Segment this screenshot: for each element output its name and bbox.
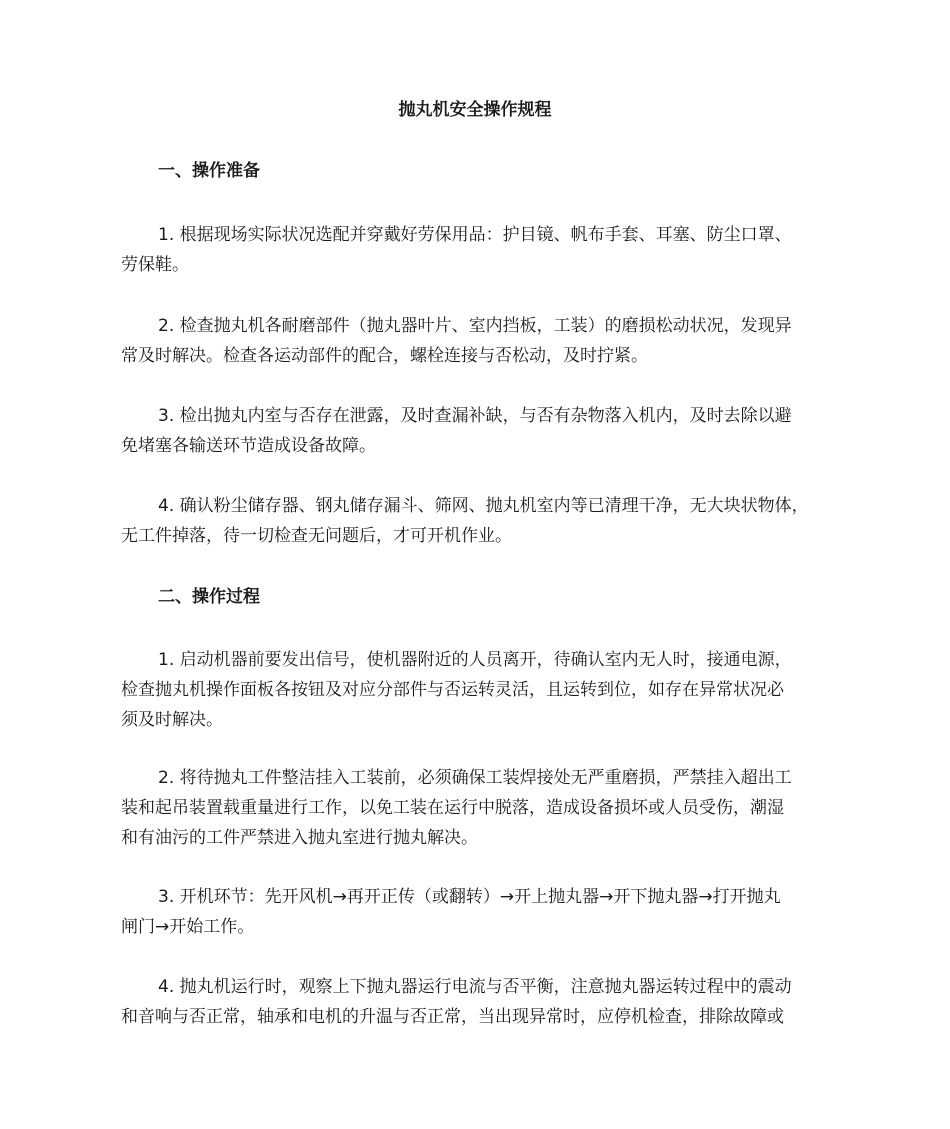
paragraph-line: 4. 确认粉尘储存器、钢丸储存漏斗、筛网、抛丸机室内等已清理干净，无大块状物体， bbox=[158, 496, 809, 516]
paragraph-line: 3. 开机环节：先开风机→再开正传（或翻转）→开上抛丸器→开下抛丸器→打开抛丸 bbox=[158, 887, 781, 907]
paragraph-line: 劳保鞋。 bbox=[121, 255, 189, 275]
paragraph bbox=[121, 882, 841, 942]
paragraph-line: 无工件掉落，待一切检查无问题后，才可开机作业。 bbox=[121, 526, 512, 546]
paragraph-line: 2. 检查抛丸机各耐磨部件（抛丸器叶片、室内挡板，工装）的磨损松动状况，发现异 bbox=[158, 316, 792, 336]
paragraph-line: 常及时解决。检查各运动部件的配合，螺栓连接与否松动，及时拧紧。 bbox=[121, 346, 648, 366]
paragraph-line: 免堵塞各输送环节造成设备故障。 bbox=[121, 436, 376, 456]
paragraph-line: 闸门→开始工作。 bbox=[121, 917, 255, 937]
paragraph bbox=[121, 763, 841, 853]
paragraph-line: 装和起吊装置载重量进行工作，以免工装在运行中脱落，造成设备损坏或人员受伤，潮湿 bbox=[121, 798, 784, 818]
paragraph bbox=[121, 311, 841, 371]
paragraph bbox=[121, 972, 841, 1032]
paragraph-line: 1. 根据现场实际状况选配并穿戴好劳保用品：护目镜、帆布手套、耳塞、防尘口罩、 bbox=[158, 225, 792, 245]
paragraph-line: 检查抛丸机操作面板各按钮及对应分部件与否运转灵活，且运转到位，如存在异常状况必 bbox=[121, 680, 784, 700]
paragraph-line: 和有油污的工件严禁进入抛丸室进行抛丸解决。 bbox=[121, 828, 478, 848]
section-heading-process: 二、操作过程 bbox=[158, 587, 260, 607]
paragraph bbox=[121, 645, 841, 735]
paragraph-line: 须及时解决。 bbox=[121, 710, 223, 730]
paragraph bbox=[121, 401, 841, 461]
paragraph bbox=[121, 220, 841, 280]
section-heading-preparation: 一、操作准备 bbox=[158, 161, 260, 181]
paragraph-line: 和音响与否正常，轴承和电机的升温与否正常，当出现异常时，应停机检查，排除故障或 bbox=[121, 1007, 784, 1027]
document-title: 抛丸机安全操作规程 bbox=[398, 100, 552, 120]
paragraph-line: 2. 将待抛丸工件整洁挂入工装前，必须确保工装焊接处无严重磨损，严禁挂入超出工 bbox=[158, 768, 792, 788]
paragraph-line: 1. 启动机器前要发出信号，使机器附近的人员离开，待确认室内无人时，接通电源， bbox=[158, 650, 792, 670]
paragraph-line: 3. 检出抛丸内室与否存在泄露，及时查漏补缺，与否有杂物落入机内，及时去除以避 bbox=[158, 406, 792, 426]
paragraph-line: 4. 抛丸机运行时，观察上下抛丸器运行电流与否平衡，注意抛丸器运转过程中的震动 bbox=[158, 977, 792, 997]
paragraph bbox=[121, 491, 841, 551]
